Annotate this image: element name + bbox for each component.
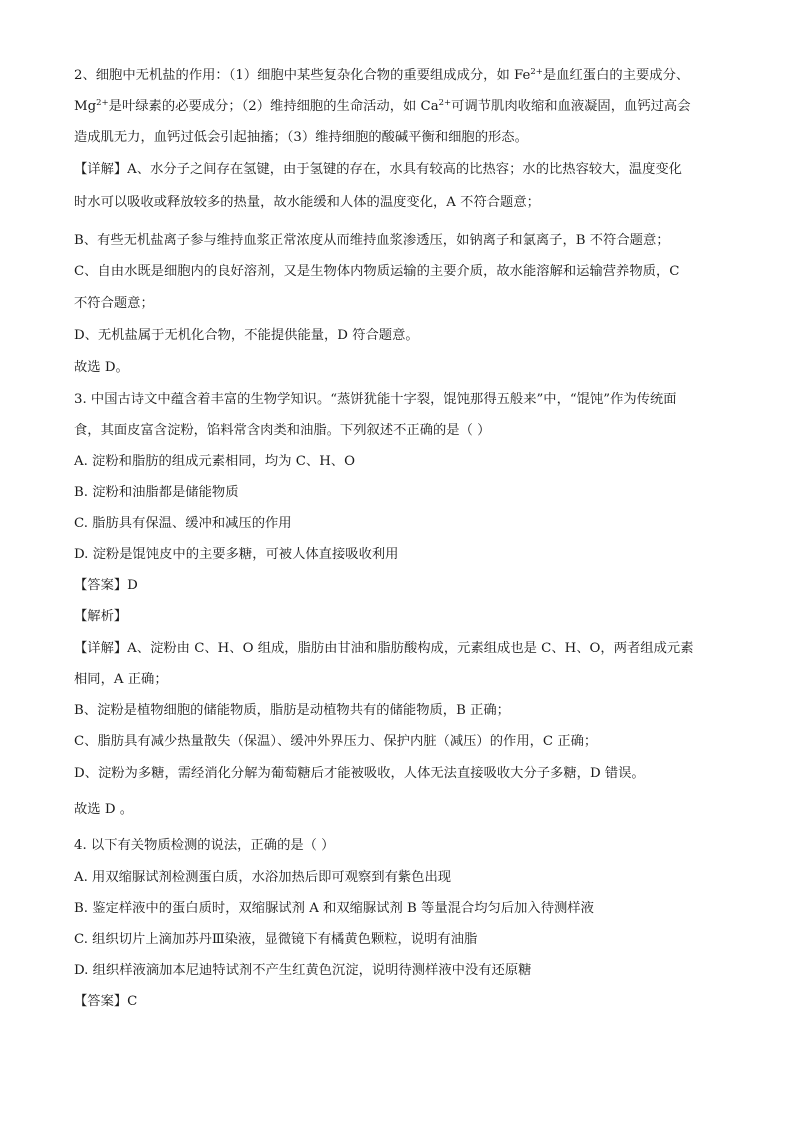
analysis-label: 【解析】: [74, 609, 128, 624]
text-line: 相同，A 正确；: [74, 672, 168, 687]
answer-detail-label: 【详解】A、水分子之间存在氢键，由于氢键的存在，水具有较高的比热容；水的比热容较大，温度变化: [74, 162, 682, 177]
option-d: D. 淀粉是馄饨皮中的主要多糖，可被人体直接吸收利用: [74, 547, 399, 562]
text-line: D、无机盐属于无机化合物，不能提供能量，D 符合题意。: [74, 328, 419, 343]
text-line: $Mg^{2+}$是叶绿素的必要成分；（2）维持细胞的生命活动，如 $Ca^{2+}$可调节肌肉收缩和血液凝固，血钙过高会: [74, 98, 691, 114]
text-line: D、淀粉为多糖，需经消化分解为葡萄糖后才能被吸收，人体无法直接吸收大分子多糖，D 错误。: [74, 766, 645, 781]
option-c: C. 组织切片上滴加苏丹Ⅲ染液，显微镜下有橘黄色颗粒，说明有油脂: [74, 932, 478, 947]
text-line: C、自由水既是细胞内的良好溶剂，又是生物体内物质运输的主要介质，故水能溶解和运输营养物质，C: [74, 264, 680, 279]
text-line: C、脂肪具有减少热量散失（保温）、缓冲外界压力、保护内脏（减压）的作用，C 正确；: [74, 734, 598, 749]
answer-detail-label: 【详解】A、淀粉由 C、H、O 组成，脂肪由甘油和脂肪酸构成，元素组成也是 C、H、O，两者组成元素: [74, 641, 694, 656]
answer-label: 【答案】D: [74, 578, 138, 593]
option-a: A. 用双缩脲试剂检测蛋白质，水浴加热后即可观察到有紫色出现: [74, 870, 452, 885]
text-line: 故选 D 。: [74, 802, 134, 817]
text-line: 不符合题意；: [74, 296, 154, 311]
option-c: C. 脂肪具有保温、缓冲和减压的作用: [74, 516, 292, 531]
text-line: 2、细胞中无机盐的作用：（1）细胞中某些复杂化合物的重要组成成分，如 $Fe^{2+}$是血红蛋白的主要成分、: [74, 67, 690, 83]
text-line: B、有些无机盐离子参与维持血浆正常浓度从而维持血浆渗透压，如钠离子和氯离子，B 不符合题意；: [74, 233, 670, 248]
option-b: B. 鉴定样液中的蛋白质时，双缩脲试剂 A 和双缩脲试剂 B 等量混合均匀后加入待测样液: [74, 901, 594, 916]
question-3-stem: 3. 中国古诗文中蕴含着丰富的生物学知识。“蒸饼犹能十字裂，馄饨那得五般来”中，“馄饨”作为传统面: [74, 392, 677, 407]
option-a: A. 淀粉和脂肪的组成元素相同，均为 C、H、O: [74, 454, 355, 469]
question-3-stem: 食，其面皮富含淀粉，馅料常含肉类和油脂。下列叙述不正确的是（ ）: [74, 423, 491, 438]
answer-label: 【答案】C: [74, 994, 138, 1009]
text-line: 时水可以吸收或释放较多的热量，故水能缓和人体的温度变化，A 不符合题意；: [74, 195, 540, 210]
question-4-stem: 4. 以下有关物质检测的说法，正确的是（ ）: [74, 838, 335, 853]
option-b: B. 淀粉和油脂都是储能物质: [74, 485, 239, 500]
text-line: 造成肌无力，血钙过低会引起抽搐；（3）维持细胞的酸碱平衡和细胞的形态。: [74, 130, 528, 145]
option-d: D. 组织样液滴加本尼迪特试剂不产生红黄色沉淀，说明待测样液中没有还原糖: [74, 963, 532, 978]
text-line: B、淀粉是植物细胞的储能物质，脂肪是动植物共有的储能物质，B 正确；: [74, 703, 510, 718]
text-line: 故选 D。: [74, 360, 129, 375]
